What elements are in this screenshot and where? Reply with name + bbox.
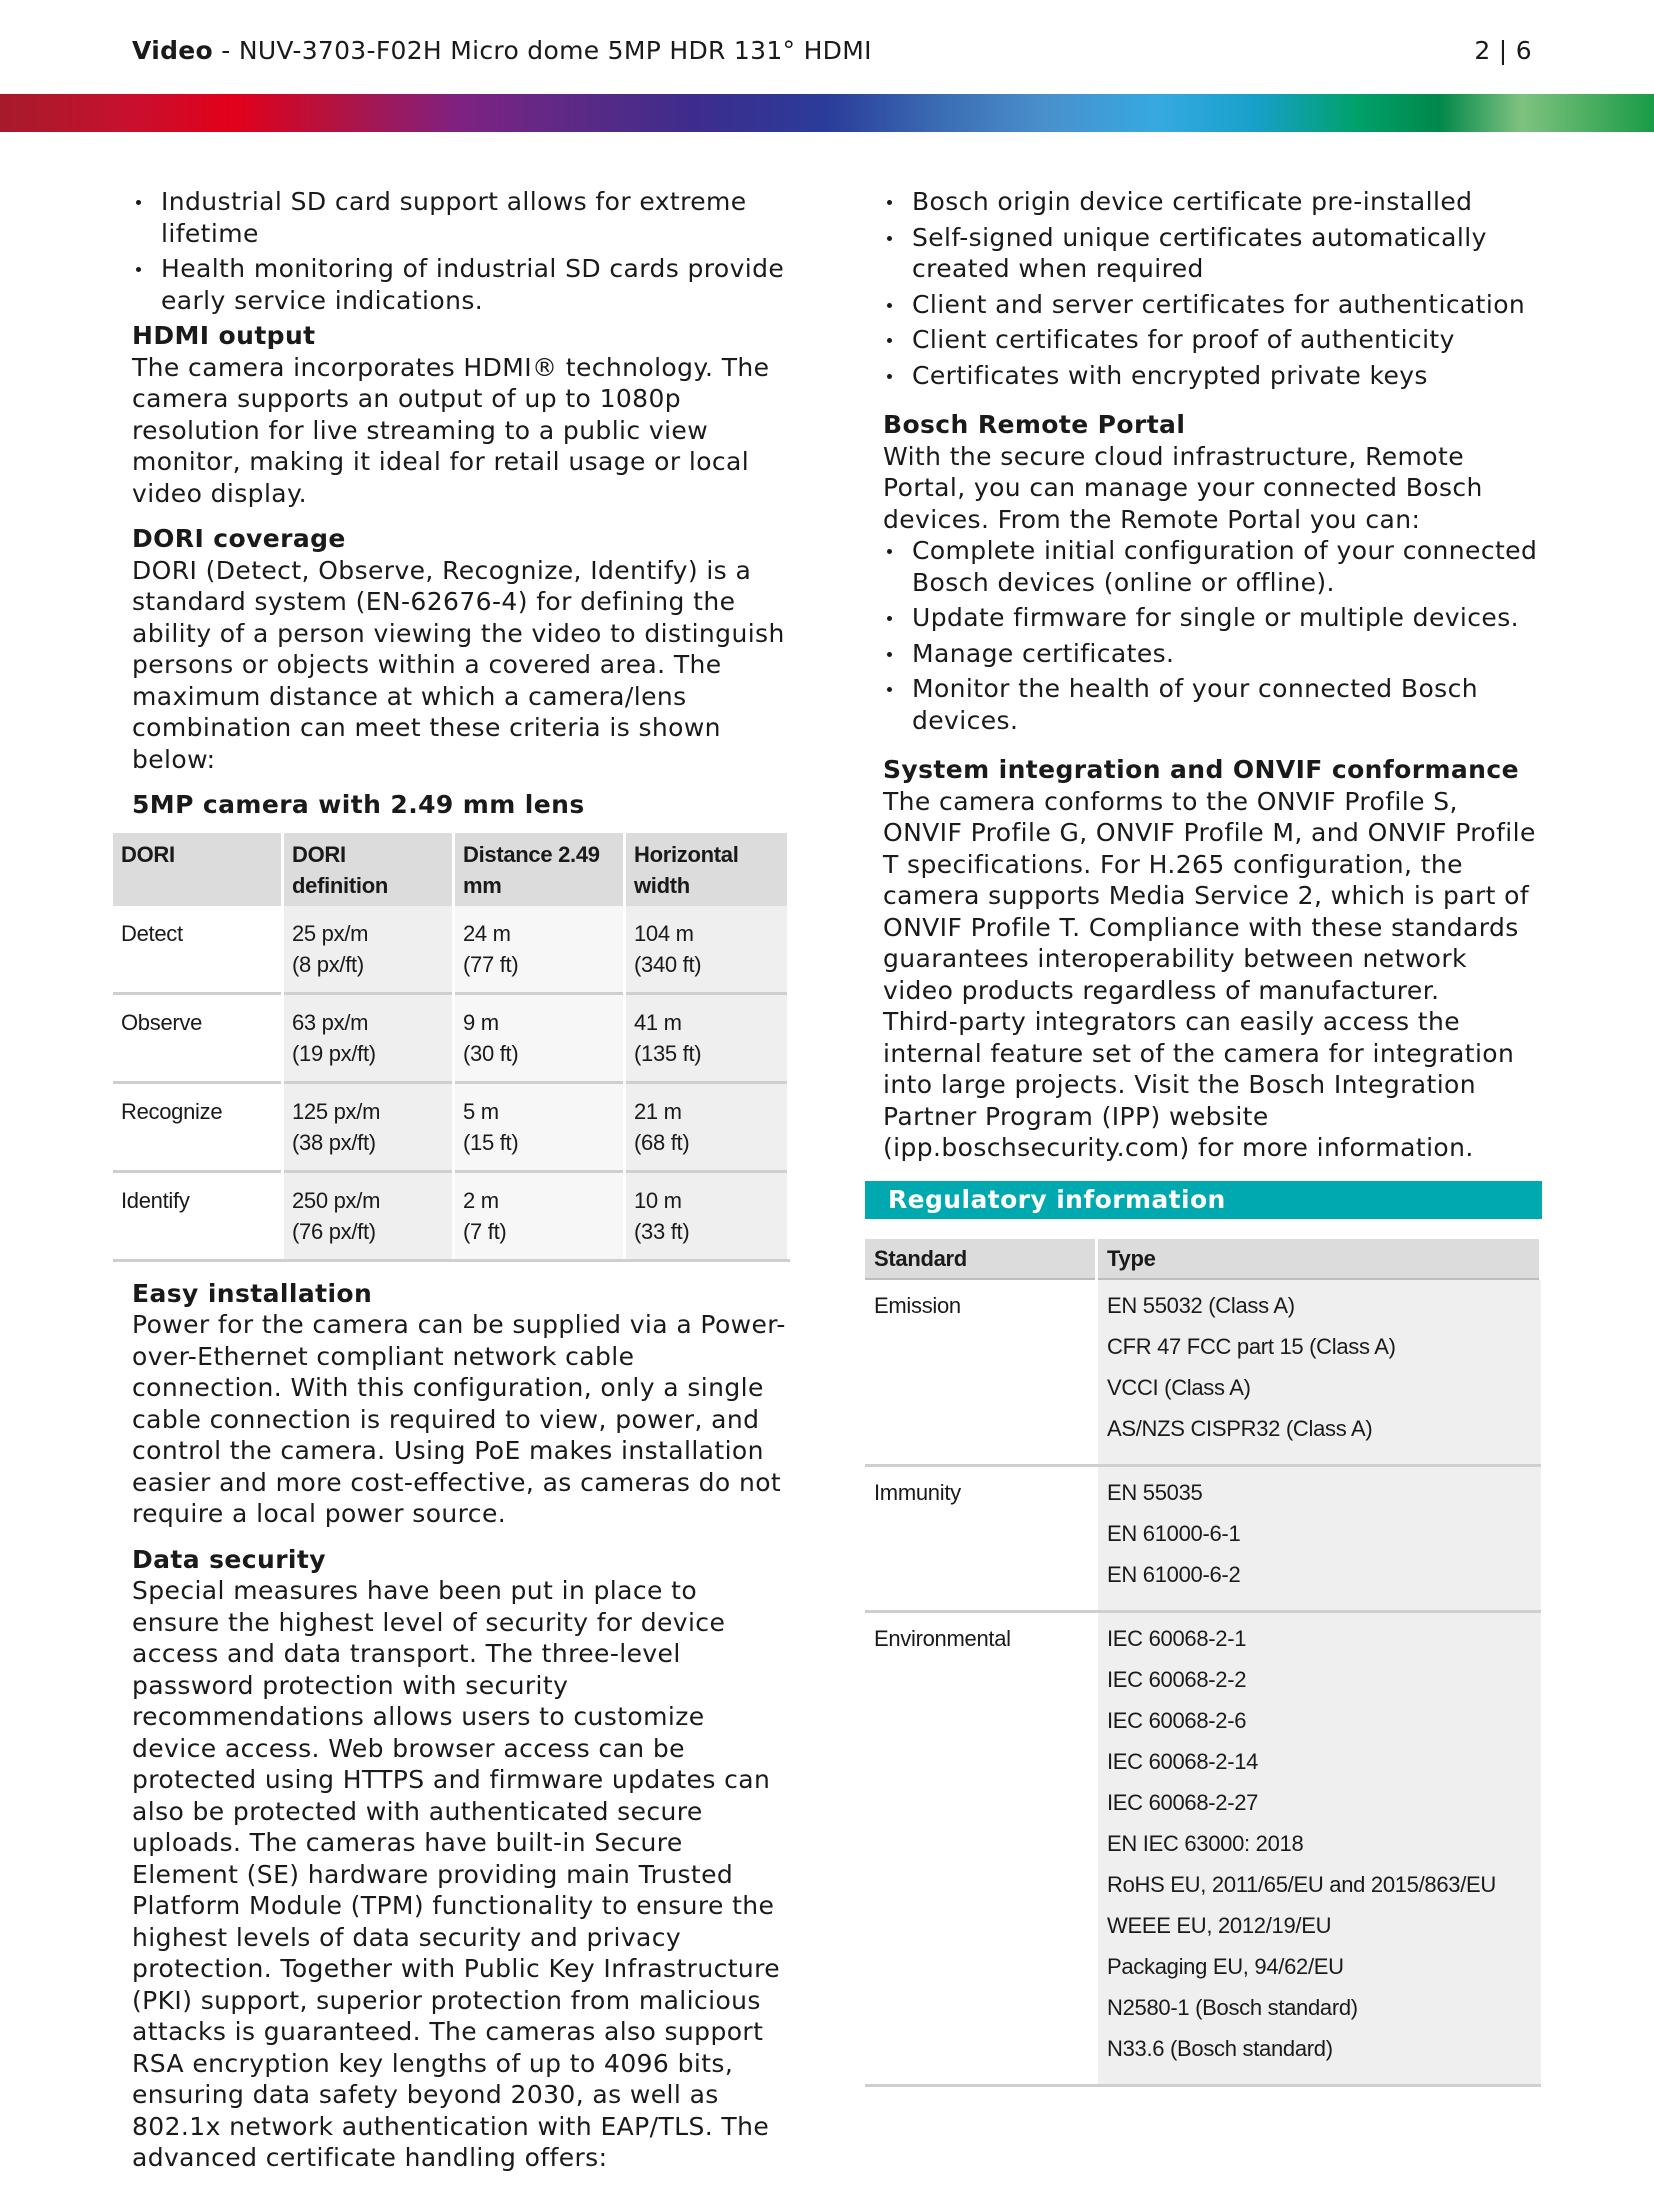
dori-level: Identify <box>113 1171 283 1260</box>
easy-installation-paragraph: Power for the camera can be supplied via a Power-over-Ethernet compliant network cable connection. With this configuration, only a single cable connection is required to view, power, and control the camera. Using PoE makes installation easier and more cost-effective, as cameras do not require a local power source. <box>132 1310 786 1528</box>
list-item: Certificates with encrypted private keys <box>883 360 1543 392</box>
dori-level: Detect <box>113 906 283 994</box>
list-item: Manage certificates. <box>883 638 1543 670</box>
certificate-bullets <box>883 186 1543 391</box>
list-item: Complete initial configuration of your connected Bosch devices (online or offline). <box>883 535 1543 598</box>
dori-definition: 250 px/m (76 px/ft) <box>283 1171 454 1260</box>
column-header: Distance 2.49 mm <box>454 833 625 906</box>
product-title: - NUV-3703-F02H Micro dome 5MP HDR 131° HDMI <box>213 36 872 65</box>
dori-definition: 25 px/m (8 px/ft) <box>283 906 454 994</box>
onvif-paragraph: The camera conforms to the ONVIF Profile S, ONVIF Profile G, ONVIF Profile M, and ONVIF Profile T specifications. For H.265 configuration, the camera supports Media Service 2, which is part of ONVIF Profile T. Compliance with these standards guarantees interoperability between network video products regardless of manufacturer. <box>883 786 1536 1005</box>
table-row <box>113 1171 789 1260</box>
list-item: Health monitoring of industrial SD cards provide early service indications. <box>132 253 790 316</box>
column-header: DORI definition <box>283 833 454 906</box>
remote-portal-heading: Bosch Remote Portal <box>883 410 1186 439</box>
hdmi-heading: HDMI output <box>132 321 316 350</box>
dori-definition: 63 px/m (19 px/ft) <box>283 993 454 1082</box>
type-cell: EN 55032 (Class A) CFR 47 FCC part 15 (Class A) VCCI (Class A) AS/NZS CISPR32 (Class A) <box>1097 1279 1541 1466</box>
data-security-heading: Data security <box>132 1544 326 1574</box>
dori-width: 104 m (340 ft) <box>625 906 789 994</box>
integrators-paragraph: Third-party integrators can easily access the internal feature set of the camera for integration into large projects. Visit the Bosch Integration Partner Program (IPP) website (ipp.boschsecurity.com) for more information. <box>883 1007 1515 1162</box>
remote-portal-paragraph: With the secure cloud infrastructure, Remote Portal, you can manage your connected Bosch devices. From the Remote Portal you can: <box>883 441 1483 534</box>
list-item: Monitor the health of your connected Bosch devices. <box>883 673 1543 736</box>
dori-distance: 5 m (15 ft) <box>454 1082 625 1171</box>
column-header: Type <box>1097 1239 1541 1279</box>
hdmi-paragraph: The camera incorporates HDMI® technology. The camera supports an output of up to 1080p resolution for live streaming to a public view monitor, making it ideal for retail usage or local video display. <box>132 352 770 508</box>
data-security-paragraph: Special measures have been put in place to ensure the highest level of security for device access and data transport. The three-level password protection with security recommendations allows users to customize device access. Web browser access can be protected using HTTPS and firmware updates can also be protected with authenticated secure uploads. The cameras have built-in Secure Element (SE) hardware providing main Trusted Platform Module (TPM) functionality to ensure the highest levels of data security and privacy protection. Together with Public Key Infrastructure (PKI) support, superior protection from malicious attacks is guaranteed. The cameras also support RSA encryption key lengths of up to 4096 bits, ensuring data safety beyond 2030, as well as 802.1x network authentication with EAP/TLS. The advanced certificate handling offers: <box>132 1576 781 2172</box>
column-header: Standard <box>865 1239 1097 1279</box>
right-column <box>874 186 1543 2087</box>
table-row <box>865 1611 1541 2085</box>
dori-level: Observe <box>113 993 283 1082</box>
list-item: Self-signed unique certificates automatically created when required <box>883 222 1543 285</box>
dori-paragraph: DORI (Detect, Observe, Recognize, Identify) is a standard system (EN-62676-4) for defining the ability of a person viewing the video to distinguish persons or objects within a covered area. The maximum distance at which a camera/lens combination can meet these criteria is shown below: <box>132 555 785 774</box>
table-row <box>113 1082 789 1171</box>
dori-table <box>113 833 790 1262</box>
type-cell: EN 55035 EN 61000-6-1 EN 61000-6-2 <box>1097 1465 1541 1611</box>
dori-width: 10 m (33 ft) <box>625 1171 789 1260</box>
dori-distance: 2 m (7 ft) <box>454 1171 625 1260</box>
sd-card-bullets <box>132 186 790 316</box>
column-header: Horizontal width <box>625 833 789 906</box>
table-row <box>113 993 789 1082</box>
list-item: Client certificates for proof of authenticity <box>883 324 1543 356</box>
dori-distance: 24 m (77 ft) <box>454 906 625 994</box>
table-header-row <box>865 1239 1541 1279</box>
standard-cell: Environmental <box>865 1611 1097 2085</box>
dori-definition: 125 px/m (38 px/ft) <box>283 1082 454 1171</box>
list-item: Update firmware for single or multiple devices. <box>883 602 1543 634</box>
left-column <box>121 186 790 2174</box>
dori-table-title: 5MP camera with 2.49 mm lens <box>132 790 585 819</box>
list-item: Client and server certificates for authentication <box>883 289 1543 321</box>
page-number: 2 | 6 <box>1474 36 1532 65</box>
list-item: Industrial SD card support allows for extreme lifetime <box>132 186 790 249</box>
table-row <box>865 1279 1541 1466</box>
column-header: DORI <box>113 833 283 906</box>
regulatory-table <box>865 1239 1542 2087</box>
dori-width: 41 m (135 ft) <box>625 993 789 1082</box>
dori-distance: 9 m (30 ft) <box>454 993 625 1082</box>
remote-portal-bullets <box>883 535 1543 736</box>
type-cell: IEC 60068-2-1 IEC 60068-2-2 IEC 60068-2-6 IEC 60068-2-14 IEC 60068-2-27 EN IEC 63000: 2018 RoHS EU, 2011/65/EU and 2015/863/EU WEEE EU, 2012/19/EU Packaging EU, 94/62/EU N2580-1 (Bosch standard) N33.6 (Bosch standard) <box>1097 1611 1541 2085</box>
brand-color-bar <box>0 94 1654 132</box>
page-header <box>132 36 1532 65</box>
easy-installation-heading: Easy installation <box>132 1278 373 1308</box>
dori-level: Recognize <box>113 1082 283 1171</box>
regulatory-section-banner: Regulatory information <box>865 1181 1542 1219</box>
list-item: Bosch origin device certificate pre-installed <box>883 186 1543 218</box>
onvif-heading: System integration and ONVIF conformance <box>883 755 1519 784</box>
table-row <box>113 906 789 994</box>
doc-category: Video <box>132 36 214 65</box>
table-header-row <box>113 833 789 906</box>
dori-width: 21 m (68 ft) <box>625 1082 789 1171</box>
standard-cell: Immunity <box>865 1465 1097 1611</box>
table-row <box>865 1465 1541 1611</box>
standard-cell: Emission <box>865 1279 1097 1466</box>
dori-heading: DORI coverage <box>132 524 346 553</box>
